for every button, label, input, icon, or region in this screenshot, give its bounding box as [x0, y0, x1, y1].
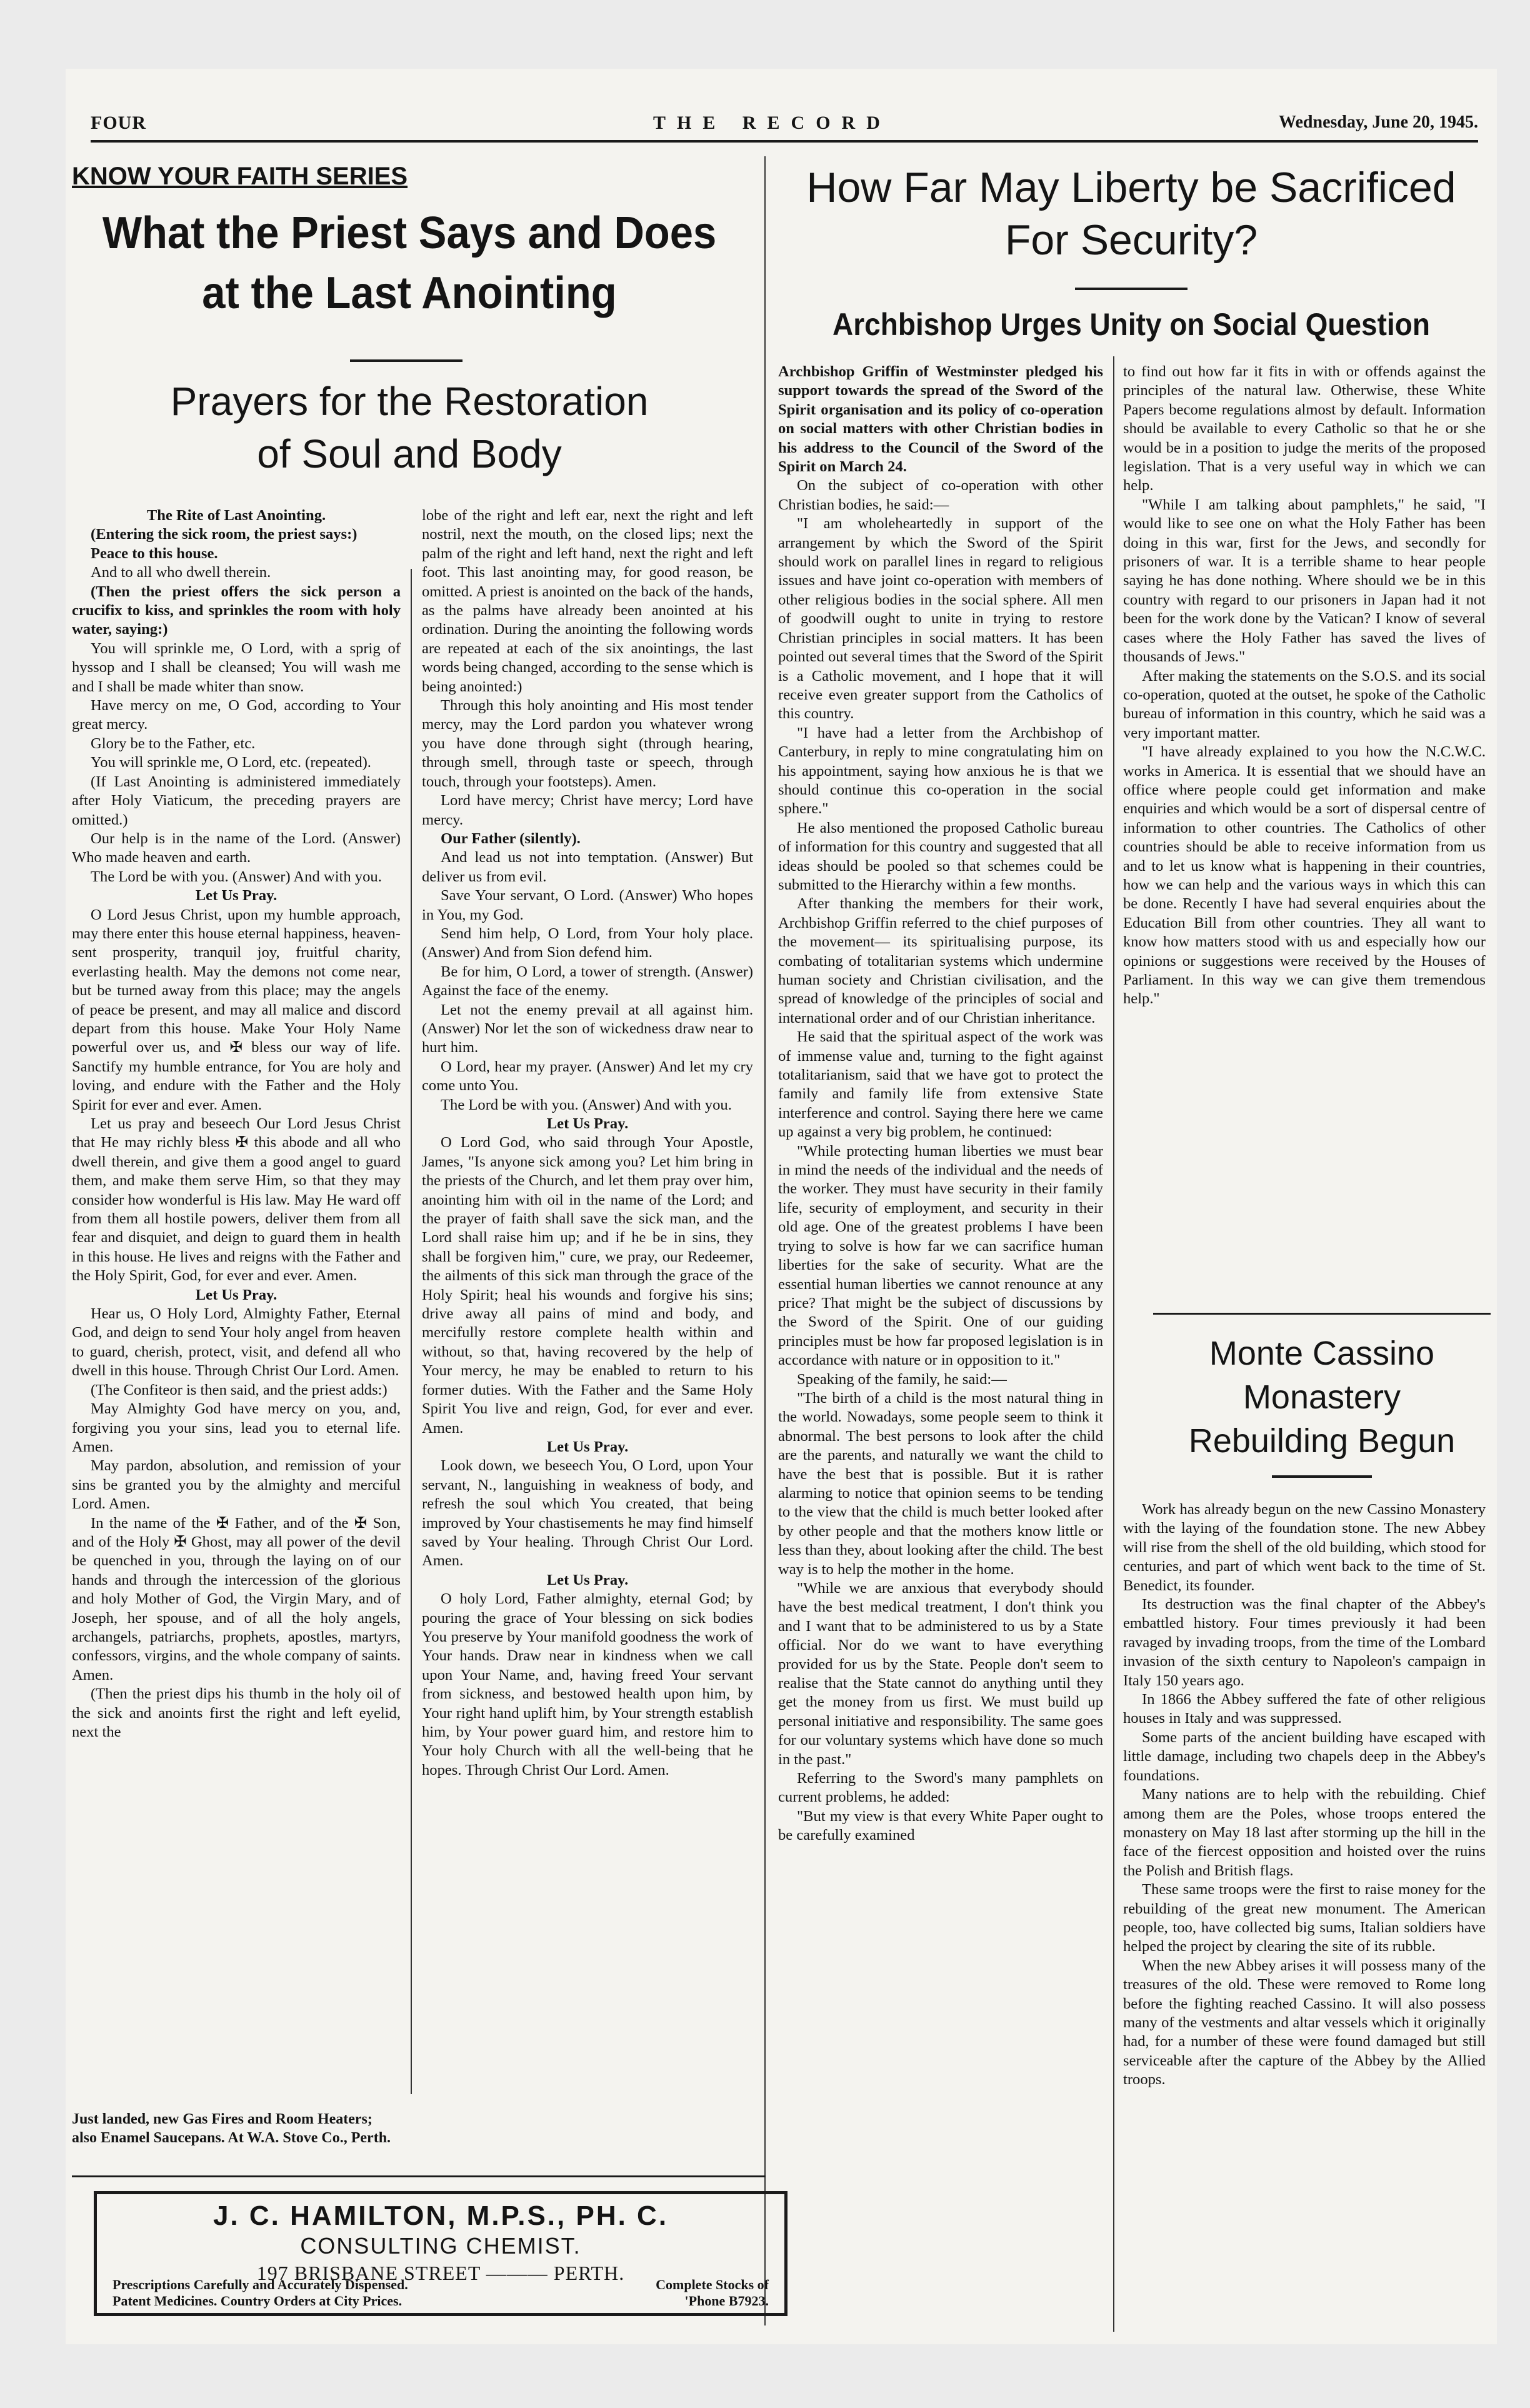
paragraph: Work has already begun on the new Cassino Monastery with the laying of the foundation stone. The new Abbey will rise from the shell of the old building, which stood for centuries, and part of which went back to the time of St. Benedict, its founder. — [1123, 1501, 1486, 1594]
right-article-column-2 — [1123, 363, 1486, 1300]
paragraph: Our help is in the name of the Lord. (Answer) Who made heaven and earth. — [72, 830, 401, 866]
paragraph: O holy Lord, Father almighty, eternal God; by pouring the grace of Your blessing on sick bodies You preserve by Your manifold goodness the work of Your hands. Draw near in kindness when we call upon Your Name, and, having freed Your servant from sickness, and bestowed health upon him, by Your right hand uplift him, by Your strength establish him, by Your power guard him, and restore him to Your holy Church with all the well-being that he hopes. Through Christ Our Lord. Amen. — [422, 1590, 753, 1778]
paragraph: "The birth of a child is the most natural thing in the world. Nowadays, some people seem to think it abnormal. The best persons to look after the child are the parents, and naturally we want the child to have the best that is possible. But it is rather alarming to notice that opinion seems to be tending to the view that the child is much better looked after by other people and that the mothers know little or less than they, about looking after the child. The best way is to help the mother in the home. — [778, 1389, 1103, 1578]
subheadline-right: Archbishop Urges Unity on Social Question — [832, 307, 1430, 342]
masthead — [91, 113, 1478, 143]
paragraph: "While protecting human liberties we must bear in mind the needs of the individual and the needs of the worker. They must have security in their family life, security of employment, and security in their old age. One of the greatest problems I have been trying to solve is how far we can sacrifice human liberties for the sake of security. What are the essential human liberties we cannot renounce at any price? That might be the subject of discussions by the Sword of the Spirit. One of our guiding principles must be how far proposed legislation is in accordance with nature or in opposition to it." — [778, 1142, 1103, 1369]
paragraph: Some parts of the ancient building have escaped with little damage, including two chapels deep in the Abbey's foundations. — [1123, 1728, 1486, 1784]
monte-cassino-headline-line-2: Monastery — [1242, 1378, 1401, 1416]
series-label: KNOW YOUR FAITH SERIES — [72, 163, 408, 190]
paragraph: You will sprinkle me, O Lord, with a sprig of hyssop and I shall be cleansed; You will wash me and I shall be made whiter than snow. — [72, 640, 401, 695]
headline-left-rule — [350, 359, 462, 362]
page-number: FOUR — [91, 113, 146, 133]
stove-advertisement: Just landed, new Gas Fires and Room Heaters; also Enamel Saucepans. At W.A. Stove Co., Perth. — [72, 2111, 391, 2146]
paragraph: Our Father (silently). — [441, 830, 581, 847]
paragraph: (Then the priest offers the sick person a crucifix to kiss, and sprinkles the room with holy water, saying:) — [72, 583, 401, 638]
paragraph: O Lord, hear my prayer. (Answer) And let my cry come unto You. — [422, 1058, 753, 1095]
paragraph: After making the statements on the S.O.S. and its social co-operation, quoted at the outset, he spoke of the Catholic bureau of information in this country, which he said was a very important matter. — [1123, 667, 1486, 741]
paragraph: He said that the spiritual aspect of the work was of immense value and, turning to the fight against totalitarianism, said that we have got to protect the family and family life from extensive State interference and control. Saying there here we came up against a very big problem, he continued: — [778, 1028, 1103, 1141]
paragraph: Glory be to the Father, etc. — [91, 735, 256, 752]
left-article-column-2 — [422, 506, 753, 2094]
paragraph: O Lord God, who said through Your Apostle, James, "Is anyone sick among you? Let him bring in the priests of the Church, and let them pray over him, anointing him with oil in the name of the Lord; and the prayer of faith shall save the sick man, and the Lord shall raise him up; and if he be in sins, they shall be forgiven him," cure, we pray, our Redeemer, the ailments of this sick man through the grace of the Holy Spirit; heal his wounds and forgive his sins; drive away all pains of mind and body, and mercifully restore complete health within and without, so that, having recovered by the help of Your mercy, he may be enabled to return to his former duties. With the Father and the Same Holy Spirit You live and reign, God, for ever and ever. Amen. — [422, 1134, 753, 1437]
monte-cassino-headline — [1153, 1332, 1491, 1463]
paragraph: "I am wholeheartedly in support of the arrangement by which the Sword of the Spirit should work on parallel lines in regard to religious issues and have joint co-operation with members of other religious bodies in the social sphere. All men of goodwill ought to unite in trying to restore Christian principles in social matters. It has been pointed out several times that the Sword of the Spirit is a Catholic movement, and I hope that it will receive even greater support from the Catholics of this country. — [778, 515, 1103, 723]
chemist-address: 197 BRISBANE STREET ——— PERTH. — [256, 2262, 625, 2284]
paragraph: "While I am talking about pamphlets," he said, "I would like to see one on what the Holy Father has been doing in this war, first for the Jews, and secondly for prisoners of war. It is a terrible shame to hear people saying he has done nothing. Where should we be in this country with regard to our prisoners in Japan had it not been for the work done by the Vatican? I know of several cases where the Holy Father has saved the lives of thousands of Jews." — [1123, 496, 1486, 666]
headline-right-line-1: How Far May Liberty be Sacrificed — [806, 164, 1456, 211]
paragraph: (If Last Anointing is administered immediately after Holy Viaticum, the preceding prayers are omitted.) — [72, 773, 401, 828]
monte-cassino-column — [1123, 1500, 1486, 2332]
column-rule-1 — [411, 569, 412, 2094]
paragraph: (Entering the sick room, the priest says:) — [91, 526, 358, 543]
subheadline-left-line-2: of Soul and Body — [257, 431, 562, 476]
paragraph: to find out how far it fits in with or offends against the principles of the natural law. Otherwise, these White Papers become regulations almost by default. Information should be available to every Catholic so that he or she would be in a position to judge the merits of the proposed legislation. That is a very useful way in which we can help. — [1123, 363, 1486, 494]
paragraph: O Lord Jesus Christ, upon my humble approach, may there enter this house eternal happiness, heaven-sent prosperity, tranquil joy, fruitful charity, everlasting health. May the demons not come near, but be turned away from this place; may the angels of peace be present, and may all malice and discord depart from this house. Make Your Holy Name powerful over us, and ✠ bless our way of life. Sanctify my humble entrance, for You are holy and loving, and endure with the Father and the Holy Spirit for ever and ever. Amen. — [72, 906, 401, 1113]
issue-date: Wednesday, June 20, 1945. — [1279, 113, 1478, 132]
paragraph: (Then the priest dips his thumb in the holy oil of the sick and anoints first the right and left eyelid, next the — [72, 1685, 401, 1740]
section-heading: Let Us Pray. — [546, 1571, 629, 1588]
paragraph: Speaking of the family, he said:— — [797, 1370, 1007, 1388]
chemist-line-2 — [112, 2293, 769, 2309]
paragraph: Lord have mercy; Christ have mercy; Lord have mercy. — [422, 792, 753, 828]
subheadline-left — [66, 375, 753, 480]
section-heading: Let Us Pray. — [195, 887, 278, 905]
paragraph: These same troops were the first to raise money for the rebuilding of the great new monument. The American people, too, have collected big sums, Italian soldiers have helped the project by clearing the site of its rubble. — [1123, 1881, 1486, 1955]
chemist-role: CONSULTING CHEMIST. — [300, 2233, 581, 2259]
paragraph: In the name of the ✠ Father, and of the ✠ Son, and of the Holy ✠ Ghost, may all power of the devil be quenched in you, through the laying on of our hands and through the intercession of the glorious and holy Mother of God, the Virgin Mary, and of Joseph, her spouse, and of all the holy angels, archangels, patriarchs, prophets, apostles, martyrs, confessors, virgins, and the whole company of saints. Amen. — [72, 1514, 401, 1683]
headline-right-line-2: For Security? — [1004, 216, 1258, 264]
paragraph: The Lord be with you. (Answer) And with you. — [441, 1096, 732, 1113]
paragraph: "But my view is that every White Paper ought to be carefully examined — [778, 1807, 1103, 1844]
headline-left-line-1: What the Priest Says and Does — [102, 208, 717, 258]
paragraph: Let us pray and beseech Our Lord Jesus Christ that He may richly bless ✠ this abode and all who dwell therein, and give them a good angel to guard them, and make them serve Him, so that they may consider how wonderful is His law. May He ward off from them all hostile powers, deliver them from all fear and disquiet, and deign to guard them in health in this house. He lives and reigns with the Father and the Holy Spirit, God, for ever and ever. Amen. — [72, 1115, 401, 1285]
headline-left-line-2: at the Last Anointing — [202, 268, 617, 318]
headline-left — [90, 203, 729, 323]
headline-right — [778, 161, 1484, 266]
paragraph: Send him help, O Lord, from Your holy place. (Answer) And from Sion defend him. — [422, 925, 753, 961]
paragraph: Many nations are to help with the rebuilding. Chief among them are the Poles, whose troops entered the monastery on May 18 last after storming up the hill in the face of the fiercest opposition and hoisted over the ruins the Polish and British flags. — [1123, 1786, 1486, 1879]
monte-cassino-headline-line-1: Monte Cassino — [1209, 1335, 1435, 1372]
column-rule-3 — [1113, 356, 1114, 2332]
paragraph: Archbishop Griffin of Westminster pledged his support towards the spread of the Sword of the Spirit organisation and its policy of co-operation on social matters with other Christian bodies in his address to the Council of the Sword of the Spirit on March 24. — [778, 363, 1103, 476]
paragraph: Its destruction was the final chapter of the Abbey's embattled history. Four times previously it had been ravaged by invading troops, from the time of the Lombard invasion of the sixth century to Napoleon's campaign in Italy 150 years ago. — [1123, 1596, 1486, 1689]
paragraph: Let not the enemy prevail at all against him. (Answer) Nor let the son of wickedness draw near to hurt him. — [422, 1001, 753, 1056]
monte-cassino-headline-line-3: Rebuilding Begun — [1188, 1422, 1456, 1460]
paragraph: After thanking the members for their work, Archbishop Griffin referred to the chief purposes of the movement— its spiritualising purpose, its combating of totalitarian systems which undermine human society and Christian civilisation, and the spread of knowledge of the principles of social and international order and of our Christian inheritance. — [778, 895, 1103, 1026]
paragraph: lobe of the right and left ear, next the right and left nostril, next the mouth, on the closed lips; next the palm of the right and left hand, next the right and left foot. This last anointing may, for good reason, be omitted. A priest is anointed on the back of the hands, as the palms have already been anointed at his ordination. During the anointing the following words are repeated at each of the six anointings, the last words being changed, according to the sense which is being anointed:) — [422, 507, 753, 695]
paragraph: Peace to this house. — [91, 544, 218, 562]
paper-title: THE RECORD — [653, 113, 891, 133]
chemist-advertisement — [94, 2191, 788, 2316]
paragraph: And lead us not into temptation. (Answer) But deliver us from evil. — [422, 849, 753, 885]
section-heading: Let Us Pray. — [195, 1286, 278, 1303]
paragraph: In 1866 the Abbey suffered the fate of other religious houses in Italy and was suppressed. — [1123, 1691, 1486, 1727]
chemist-line-2-left: Patent Medicines. Country Orders at City Prices. — [112, 2293, 402, 2309]
section-heading: The Rite of Last Anointing. — [146, 507, 326, 524]
monte-cassino-top-rule — [1153, 1313, 1491, 1315]
paragraph: Be for him, O Lord, a tower of strength. (Answer) Against the face of the enemy. — [422, 963, 753, 1000]
chemist-line-1-right: Complete Stocks of — [656, 2277, 769, 2292]
paragraph: (The Confiteor is then said, and the priest adds:) — [91, 1381, 388, 1398]
paragraph: You will sprinkle me, O Lord, etc. (repeated). — [91, 754, 371, 771]
paragraph: May pardon, absolution, and remission of your sins be granted you by the almighty and merciful Lord. Amen. — [72, 1457, 401, 1513]
paragraph: Referring to the Sword's many pamphlets on current problems, he added: — [778, 1770, 1103, 1806]
monte-cassino-rule — [1272, 1475, 1372, 1478]
paragraph: And to all who dwell therein. — [91, 564, 271, 581]
newspaper-page — [66, 69, 1497, 2344]
paragraph: Look down, we beseech You, O Lord, upon Your servant, N., languishing in weakness of body, and refresh the soul which You created, that being improved by Your chastisements he may find himself saved by Your healing. Through Christ Our Lord. Amen. — [422, 1457, 753, 1570]
chemist-line-2-right: 'Phone B7923. — [684, 2293, 769, 2309]
ad-separator-rule — [72, 2175, 766, 2177]
paragraph: Have mercy on me, O God, according to Your great mercy. — [72, 697, 401, 733]
section-heading: Let Us Pray. — [546, 1115, 629, 1132]
paragraph: When the new Abbey arises it will possess many of the treasures of the old. These were removed to Rome long before the fighting reached Cassino. It will also possess many of the vestments and altar vessels which it originally had, for a number of these were found damaged but still serviceable after the capture of the Abbey by the Allied troops. — [1123, 1957, 1486, 2089]
paragraph: "While we are anxious that everybody should have the best medical treatment, I don't think you and I want that to be administered to us by a State official. Nor do we want to have everything provided for us by the State. People don't seem to realise that the State cannot do anything until they get the money from us first. We must build up personal initiative and responsibility. The same goes for our voluntary systems which have done so much in the past." — [778, 1580, 1103, 1768]
paragraph: The Lord be with you. (Answer) And with you. — [91, 868, 382, 885]
chemist-line-1-left: Prescriptions Carefully and Accurately Dispensed. — [112, 2277, 408, 2292]
paragraph: Save Your servant, O Lord. (Answer) Who hopes in You, my God. — [422, 887, 753, 923]
paragraph: He also mentioned the proposed Catholic bureau of information for this country and suggested that all ideas should be pooled so that schemes could be submitted to the Hierarchy within a few months. — [778, 819, 1103, 893]
paragraph: Hear us, O Holy Lord, Almighty Father, Eternal God, and deign to send Your holy angel from heaven to guard, cherish, protect, visit, and defend all who dwell in this house. Through Christ Our Lord. Amen. — [72, 1305, 401, 1380]
chemist-name: J. C. HAMILTON, M.P.S., PH. C. — [212, 2200, 669, 2231]
paragraph: Through this holy anointing and His most tender mercy, may the Lord pardon you whatever wrong you have done through sight (through hearing, through smell, through taste or speech, through touch, through your footsteps). Amen. — [422, 697, 753, 790]
paragraph: May Almighty God have mercy on you, and, forgiving you your sins, lead you to eternal life. Amen. — [72, 1400, 401, 1455]
paragraph: On the subject of co-operation with other Christian bodies, he said:— — [778, 477, 1103, 513]
headline-right-rule — [1075, 288, 1188, 290]
subheadline-left-line-1: Prayers for the Restoration — [170, 379, 649, 424]
section-heading: Let Us Pray. — [546, 1438, 629, 1455]
paragraph: "I have had a letter from the Archbishop of Canterbury, in reply to mine congratulating him on his appointment, saying how anxious he is that we should continue this co-operation in the social sphere." — [778, 724, 1103, 818]
paragraph: "I have already explained to you how the N.C.W.C. works in America. It is essential that we should have an office where people could get information and make enquiries and which would be a sort of dispersal centre of information to other countries. The Catholics of other countries should be able to receive information from us and to let us know what is happening in their countries, how we can help and the various ways in which this can be done. Recently I have had several enquiries about the Education Bill from other countries. They all want to know how matters stood with us and especially how our opinions or suggestions were received by the Houses of Parliament. In this way we can give them tremendous help." — [1123, 743, 1486, 1008]
left-article-column-1 — [72, 506, 401, 2094]
column-rule-center — [764, 156, 766, 2325]
chemist-line-1 — [112, 2277, 769, 2293]
right-article-column-1 — [778, 363, 1103, 2332]
